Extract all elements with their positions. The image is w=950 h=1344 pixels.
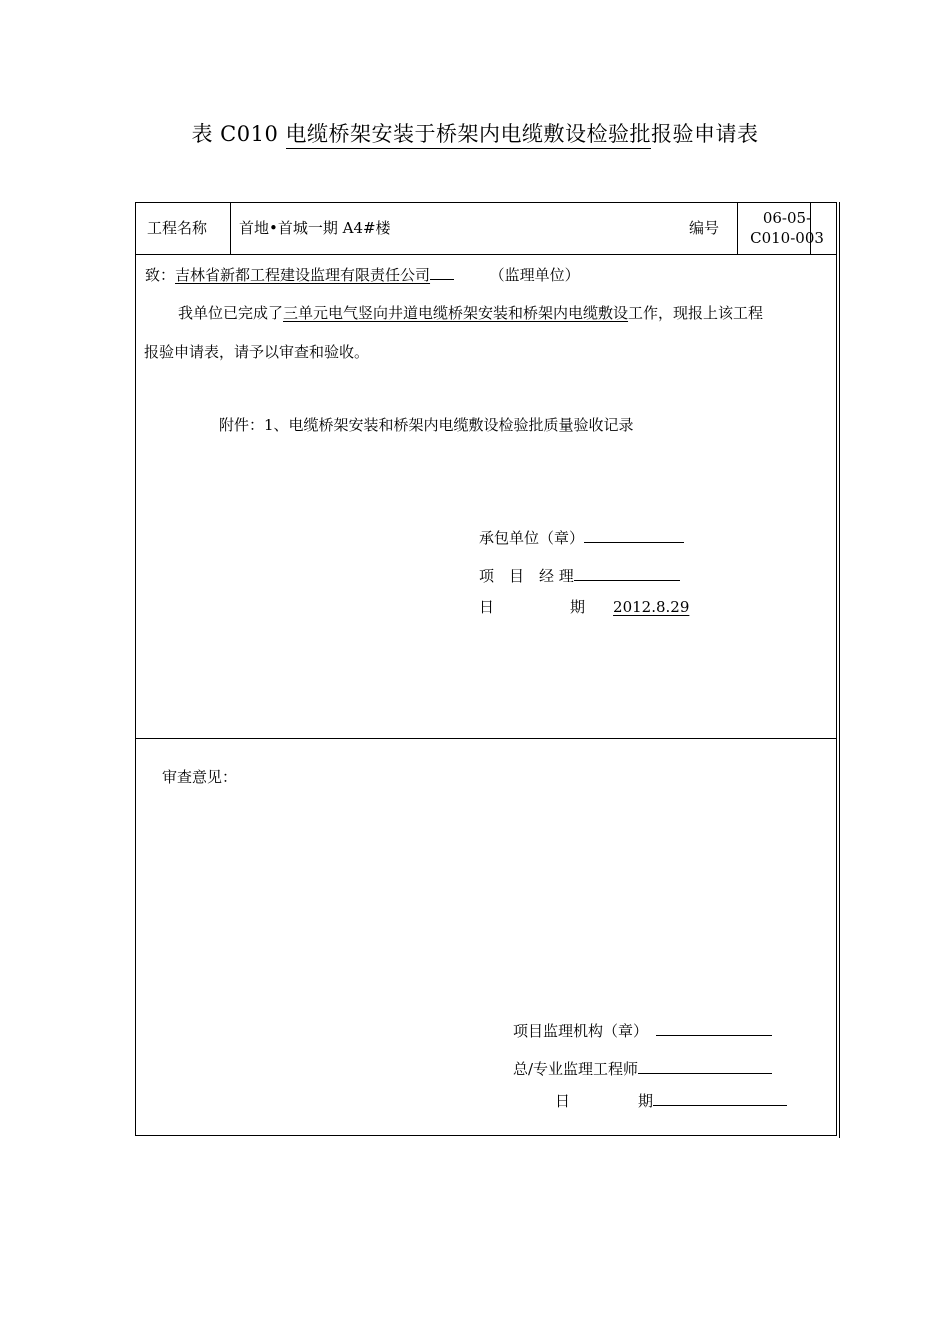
form-right-border <box>839 202 840 1138</box>
review-date-line <box>555 1090 787 1111</box>
body-line-1 <box>178 302 763 323</box>
project-name-label: 工程名称 <box>136 203 231 254</box>
agency-label: 项目监理机构（章） <box>513 1022 649 1040</box>
manager-blank <box>574 566 680 581</box>
project-name-value: 首地•首城一期 A4#楼 <box>231 203 811 254</box>
to-role: （监理单位） <box>489 266 580 284</box>
review-date-label-a: 日 <box>555 1092 571 1110</box>
number-line-1: 06-05- <box>762 209 812 227</box>
date-label-a: 日 <box>479 598 495 616</box>
to-label: 致： <box>145 266 176 284</box>
contractor-line <box>479 527 684 548</box>
agency-line <box>513 1020 772 1041</box>
recipient-line <box>145 264 580 285</box>
body-prefix: 我单位已完成了 <box>178 304 284 322</box>
date-line <box>479 596 689 617</box>
application-section <box>136 254 836 739</box>
attachment-line: 附件：1、电缆桥架安装和桥架内电缆敷设检验批质量验收记录 <box>219 416 634 434</box>
date-label-b: 期 <box>570 598 586 616</box>
engineer-label: 总/专业监理工程师 <box>513 1060 639 1078</box>
manager-label: 项 目 经 理 <box>479 567 574 585</box>
title-main: 电缆桥架安装于桥架内电缆敷设检验批 <box>286 122 652 149</box>
contractor-blank <box>584 528 684 543</box>
title-suffix: 报验申请表 <box>651 122 759 146</box>
title-prefix: 表 C010 <box>191 122 279 146</box>
manager-line <box>479 565 680 586</box>
application-form <box>135 202 837 1136</box>
to-company: 吉林省新都工程建设监理有限责任公司 <box>175 266 431 284</box>
body-suffix: 工作，现报上该工程 <box>628 304 764 322</box>
body-work: 三单元电气竖向井道电缆桥架安装和桥架内电缆敷设 <box>283 304 629 322</box>
number-value <box>738 203 836 254</box>
number-line-2: C010-003 <box>750 229 824 247</box>
review-date-blank <box>653 1091 787 1106</box>
engineer-line <box>513 1058 772 1079</box>
contractor-label: 承包单位（章） <box>479 529 585 547</box>
number-label: 编号 <box>671 203 738 254</box>
agency-blank <box>656 1021 772 1036</box>
header-row <box>136 203 836 255</box>
review-section <box>136 738 836 1135</box>
date-value: 2012.8.29 <box>613 598 690 616</box>
review-date-label-b: 期 <box>638 1092 654 1110</box>
engineer-blank <box>638 1059 772 1074</box>
opinion-label: 审查意见： <box>162 768 238 786</box>
to-company-underline <box>430 265 454 280</box>
body-line-2: 报验申请表，请予以审查和验收。 <box>144 343 370 361</box>
form-title <box>0 118 950 148</box>
